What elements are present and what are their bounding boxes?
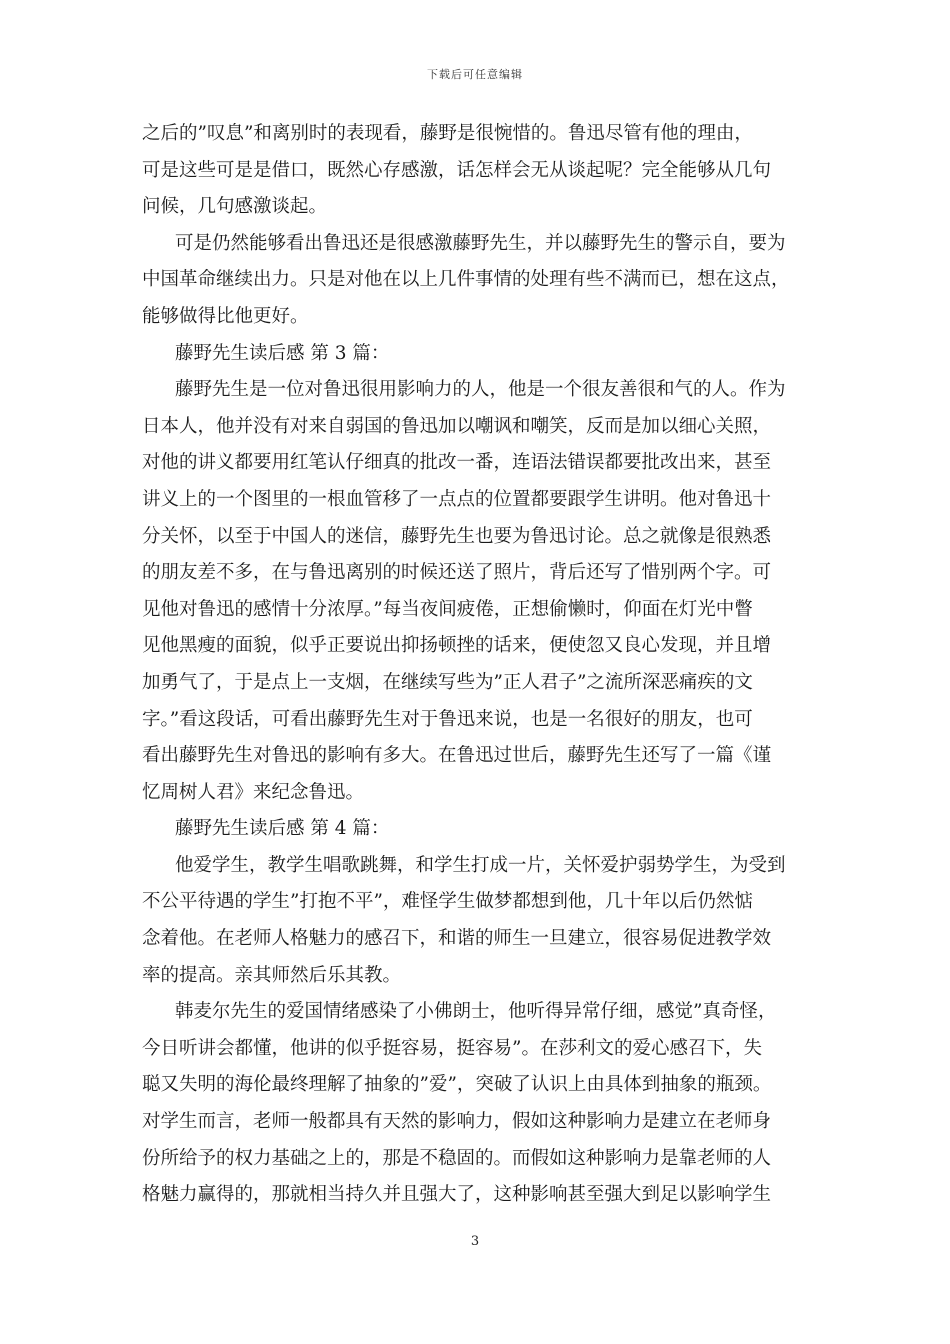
text-line: 见他对鲁迅的感情十分浓厚。”每当夜间疲倦，正想偷懒时，仰面在灯光中瞥 (142, 598, 753, 620)
text-line: 字。”看这段话，可看出藤野先生对于鲁迅来说，也是一名很好的朋友，也可 (142, 708, 753, 730)
text-line: 对他的讲义都要用红笔认仔细真的批改一番，连语法错误都要批改出来，甚至 (142, 452, 772, 474)
text-line: 的朋友差不多，在与鲁迅离别的时候还送了照片，背后还写了惜别两个字。可 (142, 562, 772, 584)
text-line: 忆周树人君》来纪念鲁迅。 (142, 781, 365, 803)
text-line: 之后的”叹息”和离别时的表现看，藤野是很惋惜的。鲁迅尽管有他的理由， (142, 123, 753, 144)
section-heading: 藤野先生读后感 第 4 篇： (175, 818, 390, 840)
text-line: 可是这些可是是借口，既然心存感激，话怎样会无从谈起呢？完全能够从几句 (142, 159, 772, 181)
text-line: 讲义上的一个图里的一根血管移了一点点的位置都要跟学生讲明。他对鲁迅十 (142, 488, 772, 510)
page-header-note: 下载后可任意编辑 (427, 68, 523, 81)
text-line: 他爱学生，教学生唱歌跳舞，和学生打成一片，关怀爱护弱势学生，为受到 (175, 854, 786, 876)
text-line: 日本人，他并没有对来自弱国的鲁迅加以嘲讽和嘲笑，反而是加以细心关照， (142, 415, 772, 437)
text-line: 份所给予的权力基础之上的，那是不稳固的。而假如这种影响力是靠老师的人 (142, 1147, 772, 1169)
text-line: 问候，几句感激谈起。 (142, 196, 328, 218)
page-number: 3 (470, 1234, 480, 1249)
text-line: 见他黑瘦的面貌，似乎正要说出抑扬顿挫的话来，便使忽又良心发现，并且增 (142, 635, 772, 657)
text-line: 韩麦尔先生的爱国情绪感染了小佛朗士，他听得异常仔细，感觉”真奇怪， (175, 1001, 777, 1023)
text-line: 念着他。在老师人格魅力的感召下，和谐的师生一旦建立，很容易促进教学效 (142, 928, 772, 950)
text-line: 中国革命继续出力。只是对他在以上几件事情的处理有些不满而已，想在这点， (142, 269, 790, 291)
section-heading: 藤野先生读后感 第 3 篇： (175, 342, 390, 364)
text-line: 分关怀，以至于中国人的迷信，藤野先生也要为鲁迅讨论。总之就像是很熟悉 (142, 525, 772, 547)
text-line: 能够做得比他更好。 (142, 305, 309, 327)
text-line: 不公平待遇的学生”打抱不平”，难怪学生做梦都想到他，几十年以后仍然惦 (142, 891, 753, 913)
text-line: 藤野先生是一位对鲁迅很用影响力的人，他是一个很友善很和气的人。作为 (175, 379, 786, 401)
text-line: 可是仍然能够看出鲁迅还是很感激藤野先生，并以藤野先生的警示自，要为 (175, 232, 786, 254)
text-line: 今日听讲会都懂，他讲的似乎挺容易，挺容易”。在莎利文的爱心感召下，失 (142, 1037, 762, 1059)
text-line: 看出藤野先生对鲁迅的影响有多大。在鲁迅过世后，藤野先生还写了一篇《谨 (142, 745, 772, 767)
text-line: 聪又失明的海伦最终理解了抽象的”爱”，突破了认识上由具体到抽象的瓶颈。 (142, 1074, 772, 1096)
text-line: 加勇气了，于是点上一支烟，在继续写些为”正人君子”之流所深恶痛疾的文 (142, 671, 753, 693)
text-line: 格魅力赢得的，那就相当持久并且强大了，这种影响甚至强大到足以影响学生 (142, 1184, 772, 1206)
text-line: 率的提高。亲其师然后乐其教。 (142, 964, 402, 986)
document-body (142, 116, 822, 1214)
text-line: 对学生而言，老师一般都具有天然的影响力，假如这种影响力是建立在老师身 (142, 1111, 772, 1133)
